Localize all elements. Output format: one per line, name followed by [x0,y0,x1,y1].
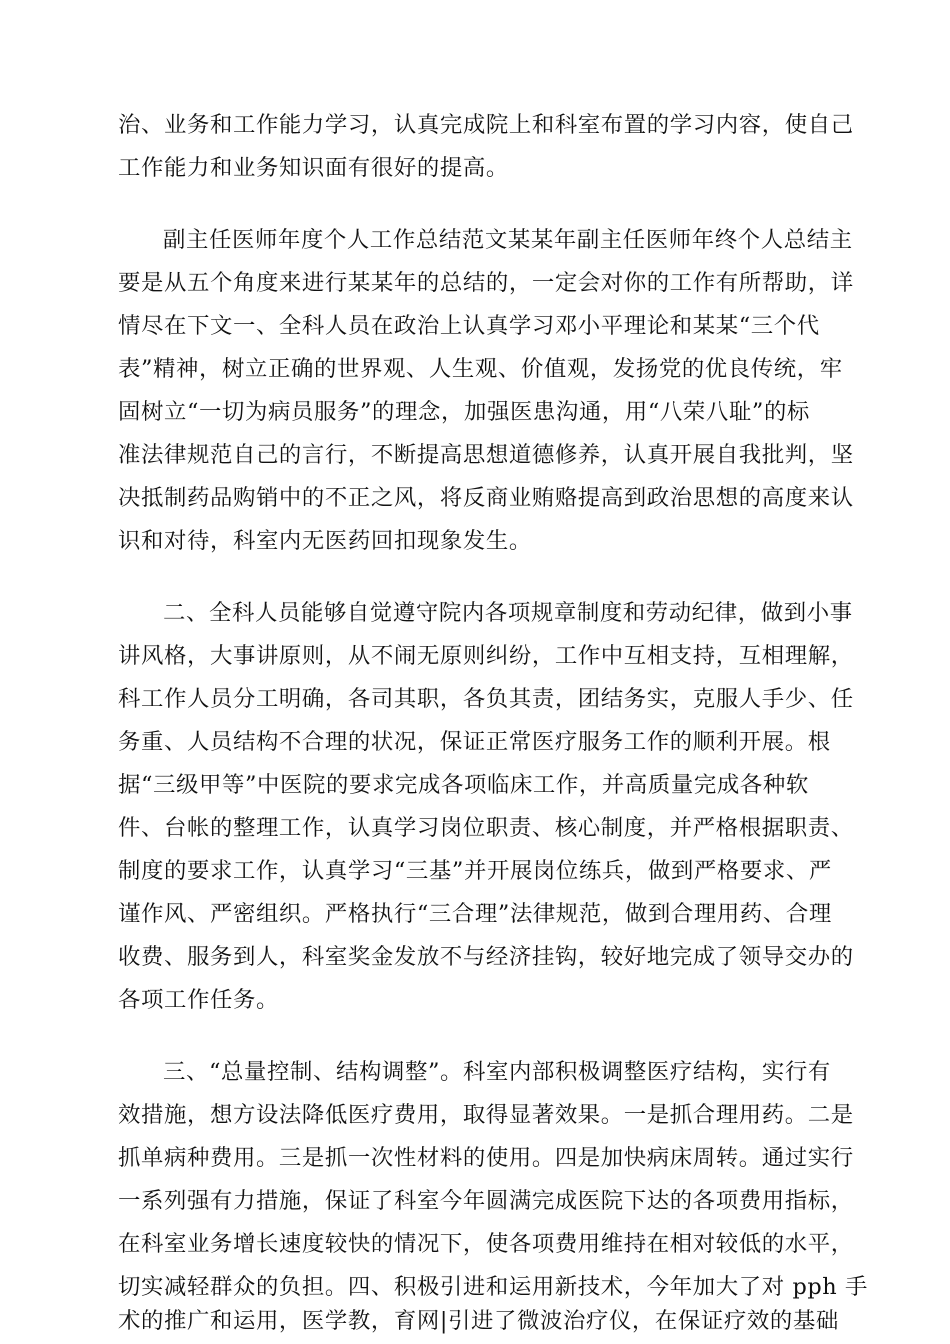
paragraph-2-line-3: 情尽在下文一、全科人员在政治上认真学习邓小平理论和某某“三个代 [118,313,820,339]
paragraph-3-line-9: 收费、服务到人，科室奖金发放不与经济挂钩，较好地完成了领导交办的 [118,944,854,970]
paragraph-1-line-1: 治、业务和工作能力学习，认真完成院上和科室布置的学习内容，使自己 [118,112,854,138]
paragraph-3-line-2: 讲风格，大事讲原则，从不闹无原则纠纷，工作中互相支持，互相理解， [118,643,854,669]
paragraph-4-line-3: 抓单病种费用。三是抓一次性材料的使用。四是加快病床周转。通过实行 [118,1145,854,1171]
paragraph-2-line-7: 决抵制药品购销中的不正之风，将反商业贿赂提高到政治思想的高度来认 [118,485,854,511]
paragraph-4-line-6: 切实减轻群众的负担。四、积极引进和运用新技术，今年加大了对 pph 手 [118,1274,869,1300]
paragraph-3-line-6: 件、台帐的整理工作，认真学习岗位职责、核心制度，并严格根据职责、 [118,815,854,841]
paragraph-2-line-2: 要是从五个角度来进行某某年的总结的，一定会对你的工作有所帮助，详 [118,270,854,296]
paragraph-1-line-2: 工作能力和业务知识面有很好的提高。 [118,155,509,181]
paragraph-3-line-4: 务重、人员结构不合理的状况，保证正常医疗服务工作的顺利开展。根 [118,729,831,755]
paragraph-3-line-1: 二、全科人员能够自觉遵守院内各项规章制度和劳动纪律，做到小事 [163,600,853,626]
document-body [118,0,869,1344]
paragraph-2-line-1: 副主任医师年度个人工作总结范文某某年副主任医师年终个人总结主 [163,227,853,253]
paragraph-2-line-5: 固树立“一切为病员服务”的理念，加强医患沟通，用“八荣八耻”的标 [118,399,810,425]
paragraph-4-line-7: 术的推广和运用，医学教，育网|引进了微波治疗仪，在保证疗效的基础 [118,1308,839,1334]
paragraph-4-line-4: 一系列强有力措施，保证了科室今年圆满完成医院下达的各项费用指标， [118,1188,854,1214]
paragraph-3-line-7: 制度的要求工作，认真学习“三基”并开展岗位练兵，做到严格要求、严 [118,858,832,884]
paragraph-2-line-6: 准法律规范自己的言行，不断提高思想道德修养，认真开展自我批判，坚 [118,442,854,468]
paragraph-4-line-1: 三、“总量控制、结构调整”。科室内部积极调整医疗结构，实行有 [163,1059,831,1085]
paragraph-3-line-3: 科工作人员分工明确，各司其职，各负其责，团结务实，克服人手少、任 [118,686,854,712]
paragraph-3-line-8: 谨作风、严密组织。严格执行“三合理”法律规范，做到合理用药、合理 [118,901,832,927]
paragraph-3-line-10: 各项工作任务。 [118,987,279,1013]
paragraph-4-line-2: 效措施，想方设法降低医疗费用，取得显著效果。一是抓合理用药。二是 [118,1102,854,1128]
paragraph-4-line-5: 在科室业务增长速度较快的情况下，使各项费用维持在相对较低的水平， [118,1231,854,1257]
paragraph-2-line-4: 表”精神，树立正确的世界观、人生观、价值观，发扬党的优良传统，牢 [118,356,843,382]
paragraph-3-line-5: 据“三级甲等”中医院的要求完成各项临床工作，并高质量完成各种软 [118,772,809,798]
paragraph-2-line-8: 识和对待，科室内无医药回扣现象发生。 [118,528,532,554]
